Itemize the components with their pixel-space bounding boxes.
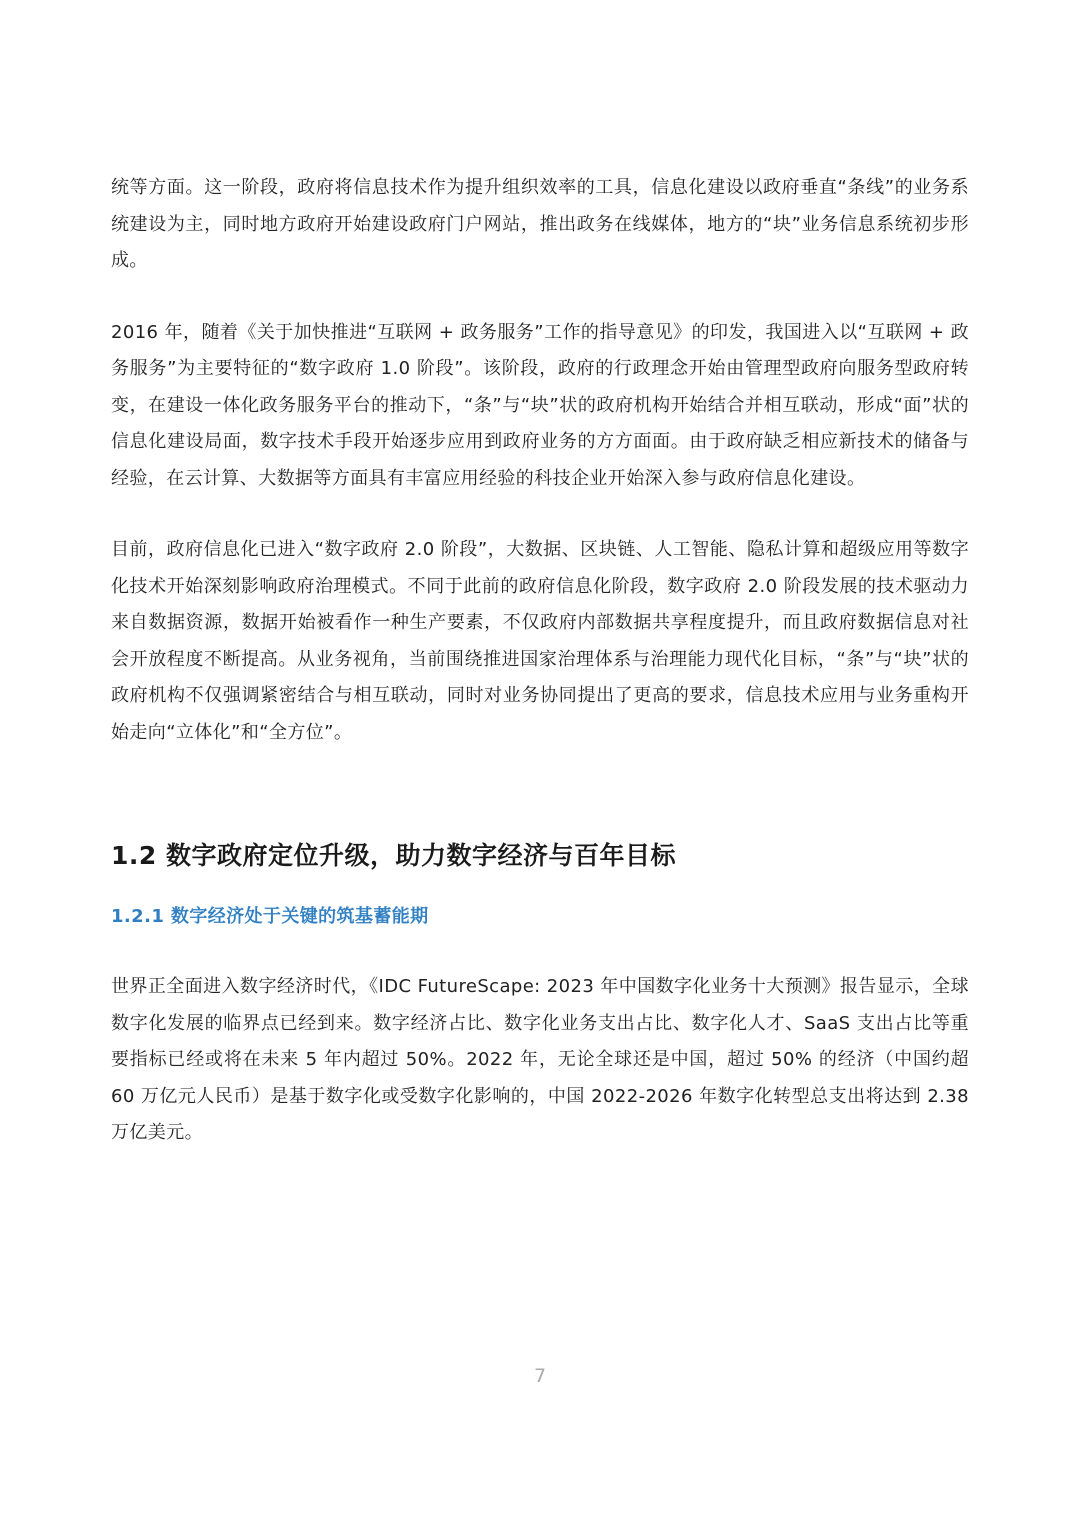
body-paragraph-2: 2016 年，随着《关于加快推进“互联网 + 政务服务”工作的指导意见》的印发，我国进入以“互联网 + 政务服务”为主要特征的“数字政府 1.0 阶段”。该阶段，政府的行政理念开始由管理型政府向服务型政府转变，在建设一体化政务服务平台的推动下，“条”与“块”状的政府机构开始结合并相互联动，形成“面”状的信息化建设局面，数字技术手段开始逐步应用到政府业务的方方面面。由于政府缺乏相应新技术的储备与经验，在云计算、大数据等方面具有丰富应用经验的科技企业开始深入参与政府信息化建设。: [111, 321, 969, 489]
section-heading: 1.2 数字政府定位升级，助力数字经济与百年目标: [111, 841, 676, 870]
body-paragraph-4: 世界正全面进入数字经济时代，《IDC FutureScape: 2023 年中国数字化业务十大预测》报告显示，全球数字化发展的临界点已经到来。数字经济占比、数字化业务支出占比、数字化人才、SaaS 支出占比等重要指标已经或将在未来 5 年内超过 50%。2022 年，无论全球还是中国，超过 50% 的经济（中国约超 60 万亿元人民币）是基于数字化或受数字化影响的，中国 2022-2026 年数字化转型总支出将达到 2.38 万亿美元。: [111, 976, 969, 1143]
page-number: 7: [533, 1365, 547, 1387]
sub-section-heading: 1.2.1 数字经济处于关键的筑基蓄能期: [111, 906, 429, 927]
document-page: [111, 170, 969, 1152]
body-paragraph-3: 目前，政府信息化已进入“数字政府 2.0 阶段”，大数据、区块链、人工智能、隐私计算和超级应用等数字化技术开始深刻影响政府治理模式。不同于此前的政府信息化阶段，数字政府 2.0 阶段发展的技术驱动力来自数据资源，数据开始被看作一种生产要素，不仅政府内部数据共享程度提升，而且政府数据信息对社会开放程度不断提高。从业务视角，当前围绕推进国家治理体系与治理能力现代化目标，“条”与“块”状的政府机构不仅强调紧密结合与相互联动，同时对业务协同提出了更高的要求，信息技术应用与业务重构开始走向“立体化”和“全方位”。: [111, 539, 969, 743]
body-paragraph-1: 统等方面。这一阶段，政府将信息技术作为提升组织效率的工具，信息化建设以政府垂直“条线”的业务系统建设为主，同时地方政府开始建设政府门户网站，推出政务在线媒体，地方的“块”业务信息系统初步形成。: [111, 177, 969, 271]
